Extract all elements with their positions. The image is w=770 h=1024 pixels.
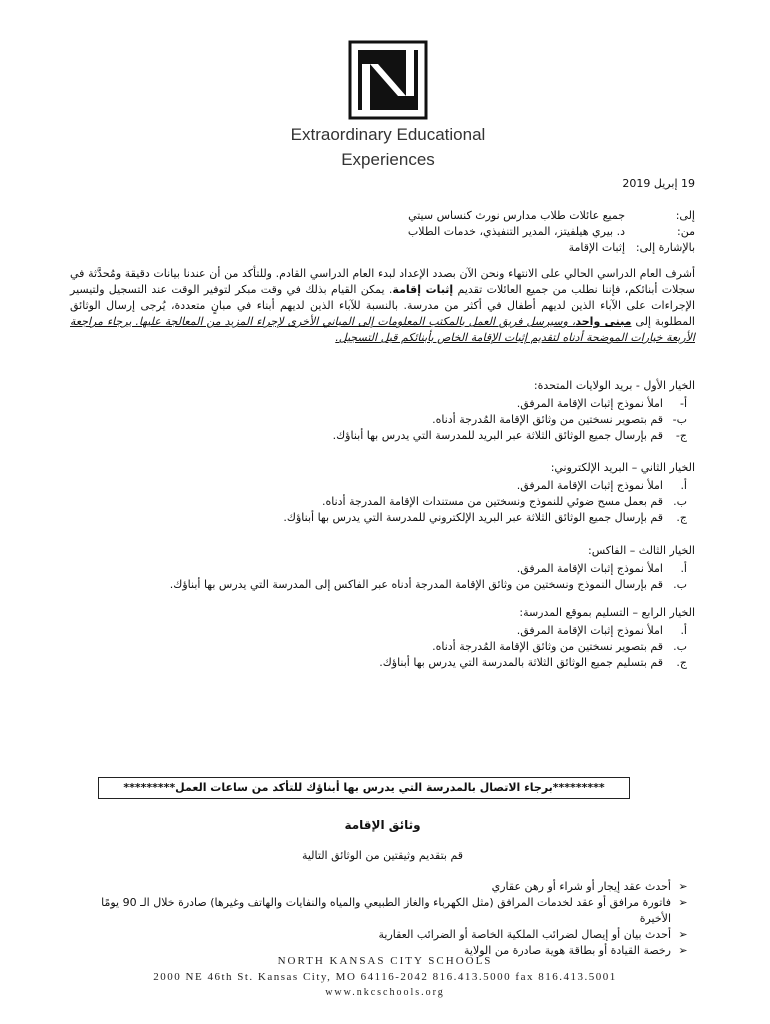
- item-marker: ب.: [673, 578, 687, 591]
- item-marker: أ.: [680, 562, 687, 575]
- re-row: [70, 240, 695, 256]
- item-marker: ب.: [673, 495, 687, 508]
- item-marker: ب.: [673, 640, 687, 653]
- option-title: الخيار الرابع – التسليم بموقع المدرسة:: [519, 606, 695, 619]
- option-1: [70, 378, 695, 444]
- list-item: [70, 927, 695, 943]
- item-text: قم بعمل مسح ضوئي للنموذج ونسختين من مستندات الإقامة المدرجة أدناه.: [321, 495, 663, 508]
- item-text: املأ نموذج إثبات الإقامة المرفق.: [516, 397, 663, 410]
- item-text: قم بإرسال جميع الوثائق الثلاثة عبر البريد للمدرسة التي يدرس بها أبناؤك.: [332, 429, 663, 442]
- option-item: [70, 577, 695, 593]
- from-value: د. بيري هيلفيتز، المدير التنفيذي، خدمات الطلاب: [407, 225, 625, 238]
- item-marker: أ.: [680, 479, 687, 492]
- list-item-text: أحدث بيان أو إيصال لضرائب الملكية الخاصة أو الضرائب العقارية: [378, 928, 671, 941]
- option-title: الخيار الثاني – البريد الإلكتروني:: [550, 461, 695, 474]
- letter-date: 19 إبريل 2019: [622, 177, 695, 190]
- docs-title: وثائق الإقامة: [344, 818, 421, 832]
- intro-part-2: . يمكن القيام بذلك في وقت مبكر لتوفير الوقت عند التسجيل ولتيسير الإجراءات على الآباء الذين لديهم أطفال في أكثر من مدرسة. بالنسبة للآباء الذين لديهم أبناء في مبانٍ متعددة، يُرجى إرسال الوثائق المطلوبة إلى: [70, 283, 695, 328]
- item-marker: ج.: [676, 656, 687, 669]
- option-item: [70, 478, 695, 494]
- item-text: قم بتسليم جميع الوثائق الثلاثة بالمدرسة التي يدرس بها أبناؤك.: [379, 656, 663, 669]
- to-label: إلى:: [675, 209, 695, 222]
- re-value: إثبات الإقامة: [568, 241, 625, 254]
- footer-address: 2000 NE 46th St. Kansas City, MO 64116-2042 816.413.5000 fax 816.413.5001: [153, 971, 617, 983]
- option-item: [70, 428, 695, 444]
- re-label: بالإشارة إلى:: [635, 241, 695, 254]
- letterhead: [288, 40, 488, 170]
- intro-paragraph: [70, 266, 695, 346]
- to-row: [70, 208, 695, 224]
- list-item: [70, 879, 695, 895]
- item-text: قم بتصوير نسختين من وثائق الإقامة المُدرجة أدناه.: [432, 413, 663, 426]
- from-label: من:: [677, 225, 695, 238]
- arrow-bullet-icon: ➢: [678, 928, 688, 941]
- brand-line-2: Experiences: [341, 150, 435, 169]
- option-3: [70, 543, 695, 593]
- item-marker: ج.: [676, 511, 687, 524]
- footer-org-name: NORTH KANSAS CITY SCHOOLS: [277, 955, 493, 967]
- option-item: [70, 561, 695, 577]
- option-item: [70, 412, 695, 428]
- brand-line-1: Extraordinary Educational: [290, 125, 486, 144]
- list-item: [70, 895, 695, 927]
- to-value: جميع عائلات طلاب مدارس نورث كنساس سيتي: [408, 209, 625, 222]
- intro-part-1: أشرف العام الدراسي الحالي على الانتهاء ونحن الآن بصدد الإعداد لبدء العام الدراسي القادم. وللتأكد من أن عندنا بيانات دقيقة ومُحدَّثة في سجلات أبنائكم، فإننا نطلب من جميع العائلات تقديم: [70, 267, 696, 296]
- option-item: [70, 494, 695, 510]
- docs-subtitle: قم بتقديم وثيقتين من الوثائق التالية: [301, 849, 464, 862]
- item-marker: أ-: [679, 397, 687, 410]
- item-text: املأ نموذج إثبات الإقامة المرفق.: [516, 624, 663, 637]
- option-item: [70, 396, 695, 412]
- option-item: [70, 655, 695, 671]
- item-marker: ب-: [672, 413, 687, 426]
- list-item-text: فاتورة مرافق أو عقد لخدمات المرافق (مثل الكهرباء والغاز الطبيعي والمياه والنفايات والهاتف وغيرها) صادرة خلال الـ 90 يومًا الأخيرة: [101, 896, 671, 925]
- item-text: قم بتصوير نسختين من وثائق الإقامة المُدرجة أدناه.: [432, 640, 663, 653]
- arrow-bullet-icon: ➢: [678, 896, 688, 909]
- item-marker: أ.: [680, 624, 687, 637]
- option-item: [70, 623, 695, 639]
- intro-bold-1: إثبات إقامة: [392, 283, 454, 296]
- option-item: [70, 639, 695, 655]
- from-row: [70, 224, 695, 240]
- option-4: [70, 605, 695, 671]
- option-item: [70, 510, 695, 526]
- intro-part-3: ، وسيرسل فريق العمل بالمكتب المعلومات إلى المباني الأخرى لإجراء المزيد من المعالجة عليها. يرجاء مراجعة الأربعة خيارات الموضحة أدناه لتقديم إثبات الإقامة الخاص بأبنائكم قبل التسجيل.: [70, 315, 695, 344]
- option-title: الخيار الثالث – الفاكس:: [587, 544, 695, 557]
- list-item-text: رخصة القيادة أو بطاقة هوية صادرة من الولاية: [464, 944, 671, 957]
- item-text: املأ نموذج إثبات الإقامة المرفق.: [516, 479, 663, 492]
- office-hours-notice: *********برجاء الاتصال بالمدرسة التي يدرس بها أبناؤك للتأكد من ساعات العمل*********: [98, 777, 630, 799]
- arrow-bullet-icon: ➢: [678, 880, 688, 893]
- item-text: قم بإرسال جميع الوثائق الثلاثة عبر البريد الإلكتروني للمدرسة التي يدرس بها أبناؤك.: [283, 511, 663, 524]
- docs-list: [70, 879, 695, 959]
- option-title: الخيار الأول - بريد الولايات المتحدة:: [533, 379, 695, 392]
- option-2: [70, 460, 695, 526]
- letter-header: [70, 208, 695, 256]
- item-text: املأ نموذج إثبات الإقامة المرفق.: [516, 562, 663, 575]
- footer-website: www.nkcschools.org: [325, 987, 445, 998]
- intro-bold-2: مبنى واحد: [575, 315, 632, 328]
- item-text: قم بإرسال النموذج ونسختين من وثائق الإقامة المدرجة أدناه عبر الفاكس إلى المدرسة التي يدرس بها أبناؤك.: [169, 578, 663, 591]
- item-marker: ج-: [675, 429, 687, 442]
- list-item-text: أحدث عقد إيجار أو شراء أو رهن عقاري: [491, 880, 671, 893]
- arrow-bullet-icon: ➢: [678, 944, 688, 957]
- nkc-logo-icon: [348, 40, 428, 120]
